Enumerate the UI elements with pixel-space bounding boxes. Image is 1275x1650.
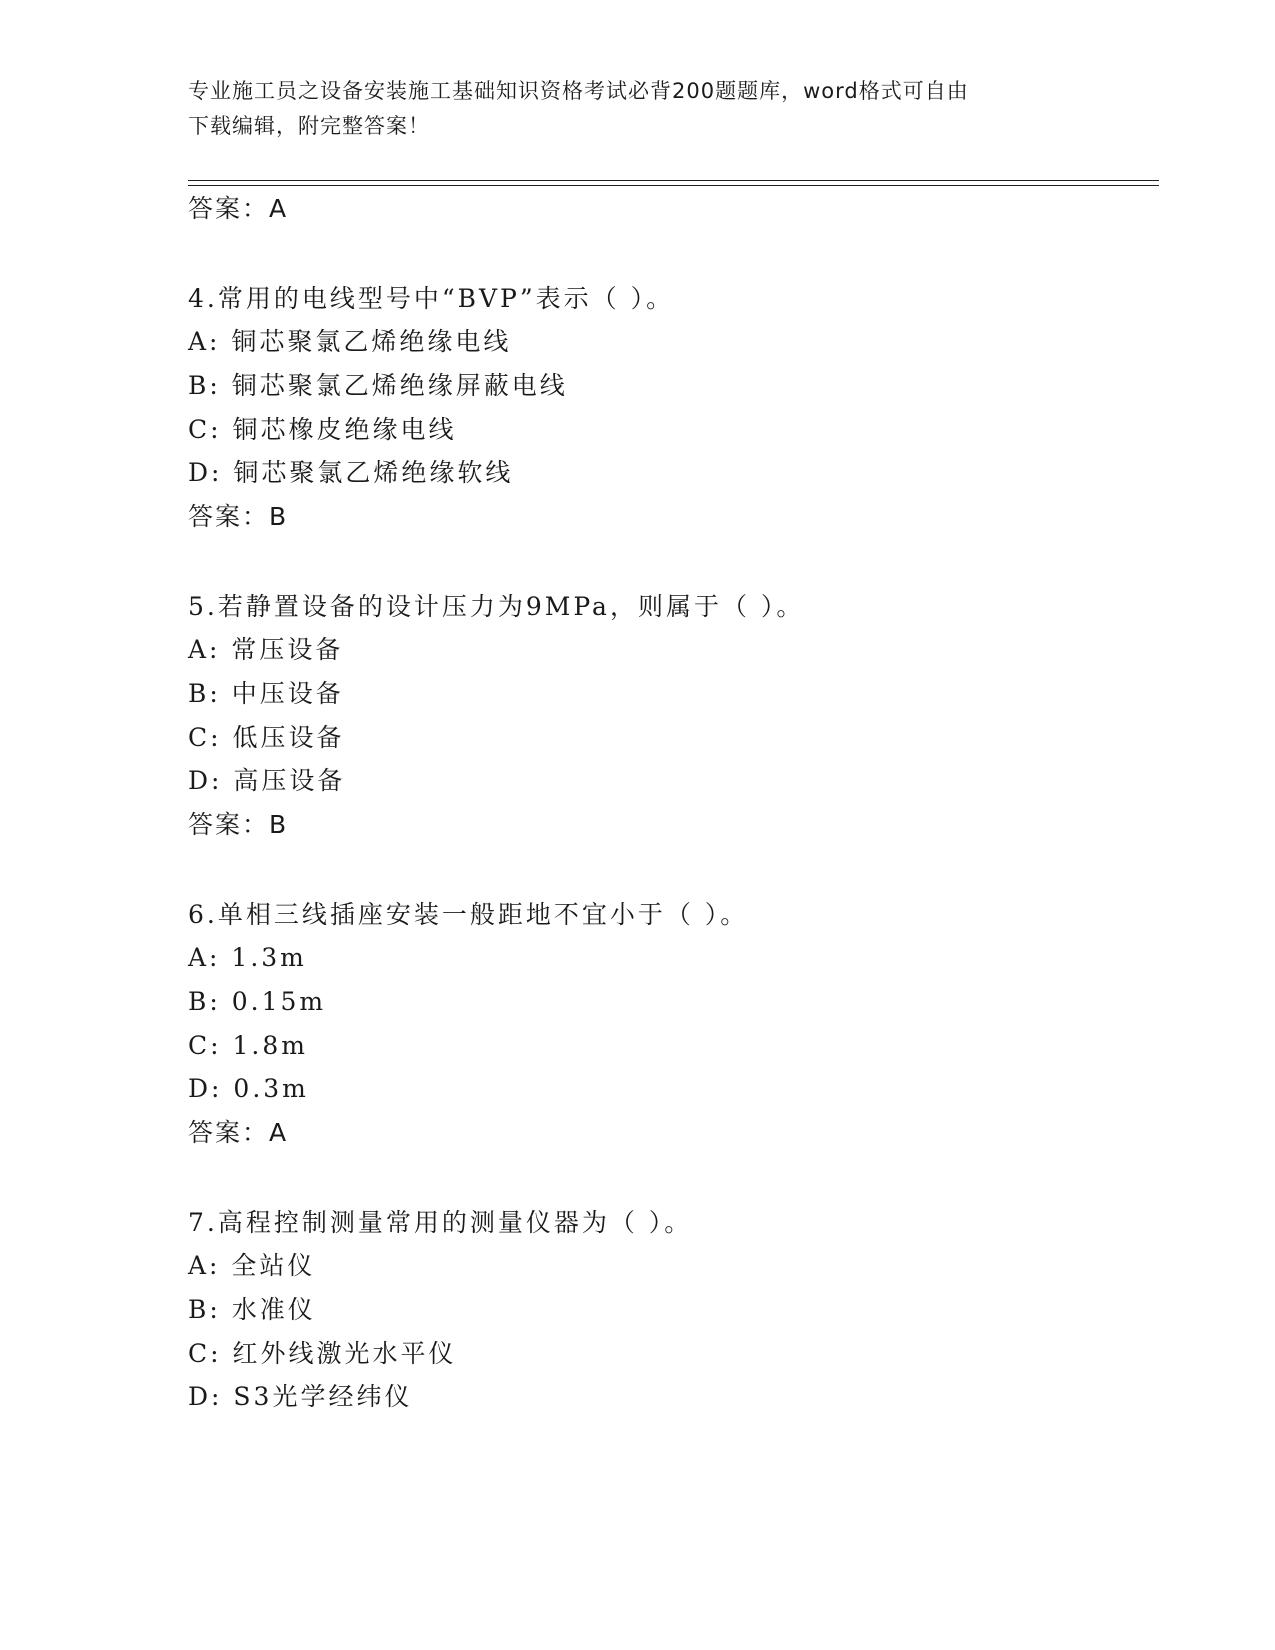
option-b: B: 中压设备 — [188, 679, 344, 708]
answer-label: 答案：A — [188, 194, 289, 223]
header-title-line-2: 下载编辑，附完整答案！ — [188, 114, 430, 138]
answer-label: 答案：B — [188, 502, 289, 531]
option-d: D: S3光学经纬仪 — [188, 1382, 413, 1411]
option-a: A: 全站仪 — [188, 1251, 316, 1280]
option-d: D: 铜芯聚氯乙烯绝缘软线 — [188, 458, 514, 487]
option-b: B: 铜芯聚氯乙烯绝缘屏蔽电线 — [188, 371, 568, 400]
option-d: D: 高压设备 — [188, 766, 346, 795]
header-title-line-1: 专业施工员之设备安装施工基础知识资格考试必背200题题库，word格式可自由 — [188, 79, 969, 103]
option-a: A: 铜芯聚氯乙烯绝缘电线 — [188, 327, 512, 356]
option-b: B: 水准仪 — [188, 1295, 316, 1324]
question-stem: 7.高程控制测量常用的测量仪器为（ ）。 — [188, 1208, 693, 1237]
answer-label: 答案：B — [188, 810, 289, 839]
option-a: A: 1.3m — [188, 943, 307, 972]
option-c: C: 红外线激光水平仪 — [188, 1339, 457, 1368]
document-header — [188, 74, 1088, 144]
option-b: B: 0.15m — [188, 987, 327, 1016]
header-divider-top — [188, 180, 1159, 181]
question-stem: 4.常用的电线型号中“BVP”表示（ ）。 — [188, 284, 675, 313]
option-a: A: 常压设备 — [188, 635, 344, 664]
option-c: C: 低压设备 — [188, 723, 345, 752]
question-stem: 6.单相三线插座安装一般距地不宜小于（ ）。 — [188, 900, 749, 929]
question-stem: 5.若静置设备的设计压力为9MPa，则属于（ ）。 — [188, 592, 805, 621]
option-d: D: 0.3m — [188, 1074, 309, 1103]
answer-label: 答案：A — [188, 1118, 289, 1147]
option-c: C: 铜芯橡皮绝缘电线 — [188, 415, 457, 444]
header-divider-bottom — [188, 185, 1159, 186]
option-c: C: 1.8m — [188, 1031, 308, 1060]
